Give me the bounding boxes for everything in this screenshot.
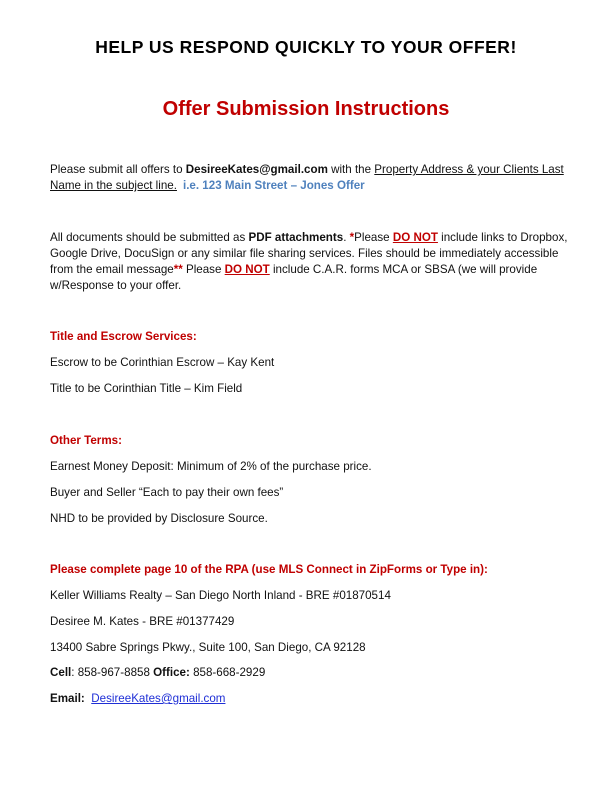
agent-line: Desiree M. Kates - BRE #01377429 <box>50 615 235 628</box>
rpa-heading: Please complete page 10 of the RPA (use MLS Connect in ZipForms or Type in): <box>50 563 488 576</box>
title-line: Title to be Corinthian Title – Kim Field <box>50 382 243 395</box>
email-link[interactable]: DesireeKates@gmail.com <box>91 692 226 705</box>
documents-text-6: include C.A.R. forms MCA or SBSA (we will provide w/Response to your offer. <box>50 263 538 292</box>
asterisk-2: ** <box>173 263 183 276</box>
title-escrow-heading: Title and Escrow Services: <box>50 330 197 343</box>
documents-text-2: . <box>343 231 350 244</box>
page-subtitle: Offer Submission Instructions <box>162 98 450 120</box>
email-line <box>50 692 225 705</box>
intro-prefix: Please submit all offers to <box>50 163 186 176</box>
phone-line <box>50 666 265 679</box>
documents-text-3: Please <box>354 231 393 244</box>
deposit-line: Earnest Money Deposit: Minimum of 2% of the purchase price. <box>50 460 372 473</box>
address-line: 13400 Sabre Springs Pkwy., Suite 100, San Diego, CA 92128 <box>50 641 366 654</box>
escrow-line: Escrow to be Corinthian Escrow – Kay Kent <box>50 356 275 369</box>
documents-paragraph <box>50 230 578 294</box>
brokerage-line: Keller Williams Realty – San Diego North Inland - BRE #01870514 <box>50 589 391 602</box>
office-label: Office: <box>153 666 190 679</box>
other-terms-heading: Other Terms: <box>50 434 122 447</box>
intro-email: DesireeKates@gmail.com <box>185 163 328 176</box>
do-not-2: DO NOT <box>224 263 270 276</box>
office-number: 858-668-2929 <box>189 666 266 679</box>
page-title: HELP US RESPOND QUICKLY TO YOUR OFFER! <box>95 37 517 57</box>
documents-text-4: include links to Dropbox, Google Drive, DocuSign or any similar file sharing services. Files should be immediately accessible from the email message <box>50 231 568 276</box>
cell-number: : 858-967-8858 <box>71 666 154 679</box>
email-label: Email: <box>50 692 85 705</box>
intro-middle: with the <box>327 163 375 176</box>
do-not-1: DO NOT <box>392 231 438 244</box>
documents-text-1: All documents should be submitted as <box>50 231 249 244</box>
documents-text-5: Please <box>182 263 225 276</box>
subject-instruction: Property Address & your Clients Last Name in the subject line. <box>50 163 564 192</box>
pdf-attachments: PDF attachments <box>248 231 344 244</box>
intro-paragraph <box>50 162 578 194</box>
fees-line: Buyer and Seller “Each to pay their own fees” <box>50 486 284 499</box>
nhd-line: NHD to be provided by Disclosure Source. <box>50 512 268 525</box>
cell-label: Cell <box>50 666 72 679</box>
asterisk-1: * <box>349 231 355 244</box>
subject-example: i.e. 123 Main Street – Jones Offer <box>182 179 365 192</box>
